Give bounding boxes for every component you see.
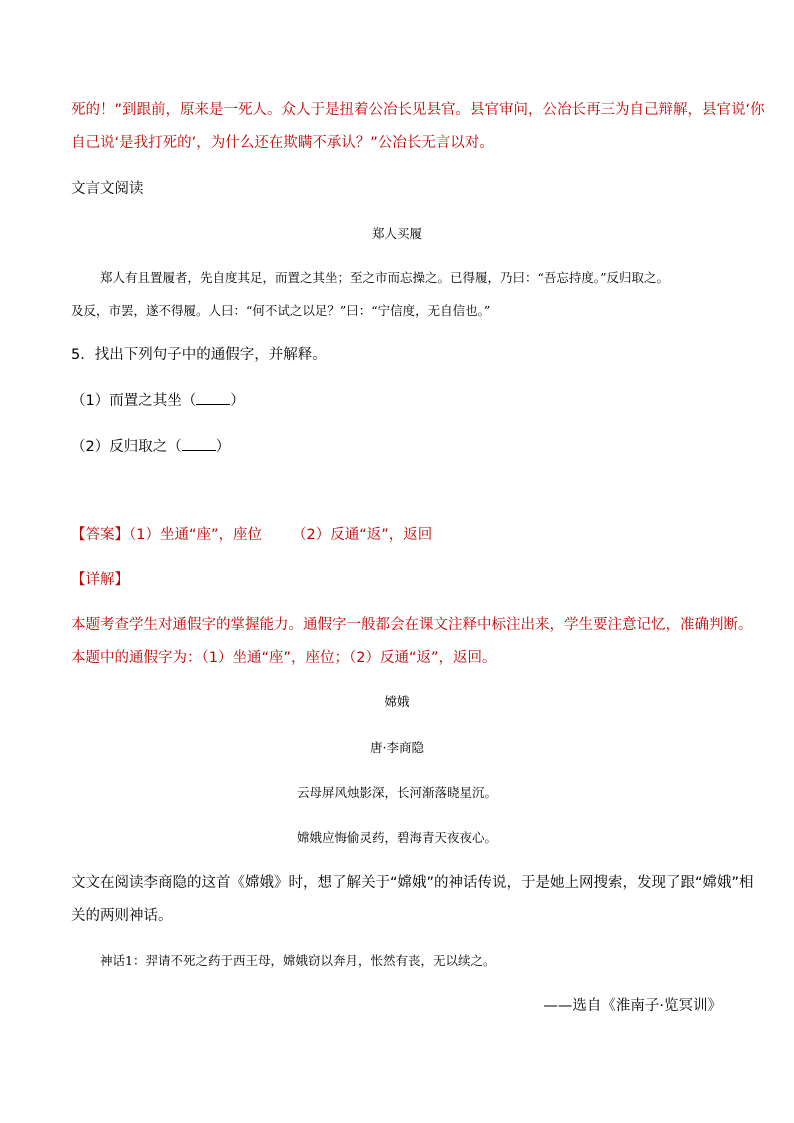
section-heading: 文言文阅读 (71, 181, 144, 197)
myth-1-text: 神话1：羿请不死之药于西王母，嫦娥窃以奔月，怅然有丧，无以续之。 (100, 953, 496, 968)
answer-label: 【答案】 (71, 527, 129, 543)
answer-line (71, 525, 432, 545)
analysis-label: 【详解】 (71, 572, 129, 588)
answer-blank-2[interactable] (182, 436, 216, 451)
story-text-line-2: 自己说‘是我打死的’，为什么还在欺瞒不承认？”公冶长无言以对。 (71, 135, 494, 151)
classical-text-line-1: 郑人有且置履者，先自度其足，而置之其坐；至之市而忘操之。已得履，乃曰：“吾忘持度。”反归取之。 (100, 270, 670, 285)
answer-blank-1[interactable] (196, 390, 230, 405)
poem-line-1: 云母屏风烛影深，长河渐落晓星沉。 (296, 785, 497, 800)
question-item-1-text: （1）而置之其坐（ (71, 393, 197, 409)
answer-part-2: （2）反通“返”，返回 (292, 527, 433, 543)
analysis-line-1: 本题考查学生对通假字的掌握能力。通假字一般都会在课文注释中标注出来，学生要注意记忆，准确判断。 (71, 617, 753, 633)
analysis-line-2: 本题中的通假字为：（1）坐通“座”，座位；（2）反通“返”，返回。 (71, 650, 497, 666)
answer-part-1: （1）坐通“座”，座位 (129, 527, 262, 543)
intro-line-1: 文文在阅读李商隐的这首《嫦娥》时，想了解关于“嫦娥”的神话传说，于是她上网搜索，发现了跟“嫦娥”相 (71, 875, 754, 891)
classical-text-title: 郑人买履 (371, 226, 422, 241)
question-item-2-close: ） (215, 439, 231, 455)
intro-line-2: 关的两则神话。 (71, 908, 173, 924)
question-item-2-text: （2）反归取之（ (71, 439, 182, 455)
poem-line-2: 嫦娥应悔偷灵药，碧海青天夜夜心。 (296, 830, 497, 845)
poem-author: 唐·李商隐 (370, 740, 424, 755)
question-item-1 (71, 390, 245, 411)
question-item-1-close: ） (230, 393, 245, 409)
poem-title: 嫦娥 (384, 694, 410, 709)
question-item-2 (71, 436, 230, 457)
question-prompt: 5．找出下列句子中的通假字，并解释。 (71, 347, 327, 363)
story-text-line-1: 死的！”到跟前，原来是一死人。众人于是扭着公冶长见县官。县官审问，公冶长再三为自己辩解，县官说‘你 (71, 102, 765, 118)
classical-text-line-2: 及反，市罢，遂不得履。人曰：“何不试之以足？”曰：“宁信度，无自信也。” (71, 303, 491, 318)
myth-1-source: ——选自《淮南子·览冥训》 (543, 998, 722, 1014)
